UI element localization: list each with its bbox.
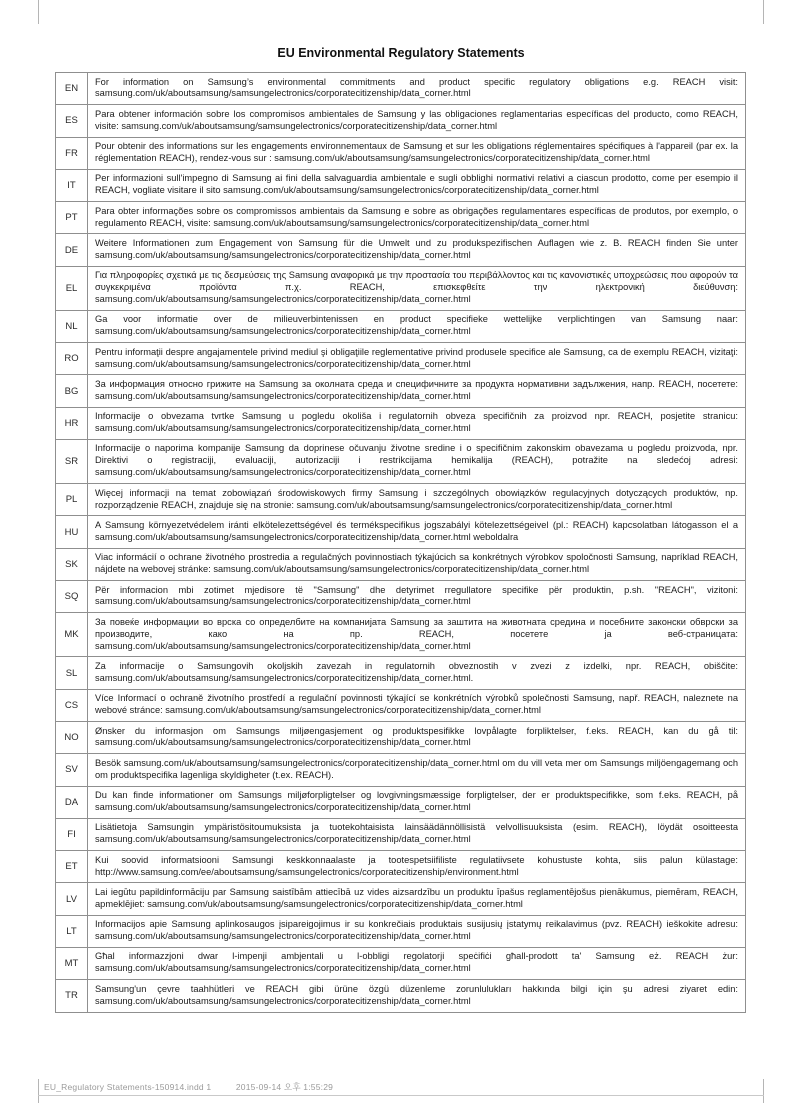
language-code: NL xyxy=(56,310,88,342)
language-code: ES xyxy=(56,105,88,137)
statement-text: A Samsung környezetvédelem iránti elkötelezettségével és termékspecifikus jogszabályi kötelezettségeivel (pl.: REACH) kapcsolatban látogasson el a samsung.com/uk/aboutsamsung/samsungelectronics/corporatecitizenship/data_corner.html weboldalra xyxy=(88,516,746,548)
table-row xyxy=(56,169,746,201)
language-code: EL xyxy=(56,266,88,310)
table-row xyxy=(56,73,746,105)
statement-text: Więcej informacji na temat zobowiązań środowiskowych firmy Samsung i szczególnych obowiązków regulacyjnych dotyczących produktów, np. rozporządzenie REACH, znajduje się na stronie: samsung.com/uk/aboutsamsung/samsungelectronics/corporatecitizenship/data_corner.html xyxy=(88,484,746,516)
language-code: IT xyxy=(56,169,88,201)
table-row xyxy=(56,818,746,850)
language-code: SR xyxy=(56,439,88,483)
language-code: SL xyxy=(56,657,88,689)
table-row xyxy=(56,883,746,915)
statement-text: Du kan finde informationer om Samsungs miljøforpligtelser og lovgivningsmæssige forpligtelser, der er produktspecifikke, som f.eks. REACH, på samsung.com/uk/aboutsamsung/samsungelectronics/corporatecitizenship/data_corner.html xyxy=(88,786,746,818)
crop-mark-top-left xyxy=(38,0,39,24)
statement-text: For information on Samsung’s environmental commitments and product specific regulatory obligations e.g. REACH visit: samsung.com/uk/aboutsamsung/samsungelectronics/corporatecitizenship/data_corner.html xyxy=(88,73,746,105)
statement-text: Para obter informações sobre os compromissos ambientais da Samsung e sobre as obrigações regulamentares específicas de produtos, por exemplo, o regulamento REACH, visite: samsung.com/uk/aboutsamsung/samsungelectronics/corporatecitizenship/data_corner.html xyxy=(88,202,746,234)
language-code: LV xyxy=(56,883,88,915)
statement-text: Për informacion mbi zotimet mjedisore të "Samsung" dhe detyrimet rregullatore specifike për produktin, p.sh. "REACH", vizitoni: samsung.com/uk/aboutsamsung/samsungelectronics/corporatecitizenship/data_corner.html xyxy=(88,581,746,613)
statement-text: Għal informazzjoni dwar l-impenji ambjentali u l-obbligi regolatorji speċifiċi għall-prodott ta' Samsung eż. REACH żur: samsung.com/uk/aboutsamsung/samsungelectronics/corporatecitizenship/data_corner.html xyxy=(88,947,746,979)
table-row xyxy=(56,202,746,234)
statement-text: Informacije o obvezama tvrtke Samsung u pogledu okoliša i regulatornih obveza specifičnih za proizvod npr. REACH, posjetite stranicu: samsung.com/uk/aboutsamsung/samsungelectronics/corporatecitizenship/data_corner.html xyxy=(88,407,746,439)
page-title: EU Environmental Regulatory Statements xyxy=(277,46,525,60)
statement-text: Více Informací o ochraně životního prostředí a regulační povinnosti týkající se konkrétních výrobků společnosti Samsung, např. REACH, naleznete na webové stránce: samsung.com/uk/aboutsamsung/samsungelectronics/corporatecitizenship/data_corner.html xyxy=(88,689,746,721)
statement-text: Informacijos apie Samsung aplinkosaugos įsipareigojimus ir su konkrečiais produktais susijusių įstatymų reikalavimus (pvz. REACH) ieškokite adresu: samsung.com/uk/aboutsamsung/samsungelectronics/corporatecitizenship/data_corner.html xyxy=(88,915,746,947)
table-row xyxy=(56,407,746,439)
language-code: FR xyxy=(56,137,88,169)
language-code: DA xyxy=(56,786,88,818)
statement-text: Samsung'un çevre taahhütleri ve REACH gibi ürüne özgü düzenleme zorunlulukları hakkında bilgi için şu adresi ziyaret edin: samsung.com/uk/aboutsamsung/samsungelectronics/corporatecitizenship/data_corner.html xyxy=(88,980,746,1012)
table-row xyxy=(56,581,746,613)
statement-text: За информация относно грижите на Samsung за околната среда и специфичните за продукта нормативни задължения, напр. REACH, посетете: samsung.com/uk/aboutsamsung/samsungelectronics/corporatecitizenship/data_corner.html xyxy=(88,375,746,407)
language-code: DE xyxy=(56,234,88,266)
statement-text: Pentru informaţii despre angajamentele privind mediul şi obligaţiile reglementative privind produsele specifice ale Samsung, ca de exemplu REACH, vizitaţi: samsung.com/uk/aboutsamsung/samsungelectronics/corporatecitizenship/data_corner.html xyxy=(88,343,746,375)
statement-text: Informacije o naporima kompanije Samsung da doprinese očuvanju životne sredine i o specifičnim zakonskim obavezama u pogledu proizvoda, npr. Direktivi o registraciji, evaluaciji, autorizaciji i restrikcijama hemikalija (REACH), potražite na sledećoj adresi: samsung.com/uk/aboutsamsung/samsungelectronics/corporatecitizenship/data_corner.html xyxy=(88,439,746,483)
crop-mark-top-right xyxy=(763,0,764,24)
table-row xyxy=(56,310,746,342)
statement-text: Ønsker du informasjon om Samsungs miljøengasjement og produktspesifikke lovpålagte forpliktelser, f.eks. REACH, kan du gå til: samsung.com/uk/aboutsamsung/samsungelectronics/corporatecitizenship/data_corner.html xyxy=(88,722,746,754)
language-code: TR xyxy=(56,980,88,1012)
table-row xyxy=(56,266,746,310)
table-row xyxy=(56,754,746,786)
table-row xyxy=(56,234,746,266)
language-code: MT xyxy=(56,947,88,979)
statement-text: Para obtener información sobre los compromisos ambientales de Samsung y las obligaciones reglamentarias específicas del producto, como REACH, visite: samsung.com/uk/aboutsamsung/samsungelectronics/corporatecitizenship/data_corner.html xyxy=(88,105,746,137)
language-code: LT xyxy=(56,915,88,947)
language-code: PL xyxy=(56,484,88,516)
statement-text: Viac informácií o ochrane životného prostredia a regulačných povinnostiach týkajúcich sa konkrétnych výrobkov spoločnosti Samsung, napríklad REACH, nájdete na webovej stránke: samsung.com/uk/aboutsamsung/samsungelectronics/corporatecitizenship/data_corner.html xyxy=(88,548,746,580)
statement-text: Lai iegūtu papildinformāciju par Samsung saistībām attiecībā uz vides aizsardzību un produktu īpašus reglamentējošus pienākumus, piemēram, REACH, apmeklējiet: samsung.com/uk/aboutsamsung/samsungelectronics/corporatecitizenship/data_corner.html xyxy=(88,883,746,915)
table-row xyxy=(56,343,746,375)
table-row xyxy=(56,915,746,947)
footer-timestamp: 2015-09-14 오후 1:55:29 xyxy=(235,1082,334,1092)
language-code: CS xyxy=(56,689,88,721)
table-row xyxy=(56,786,746,818)
table-row xyxy=(56,851,746,883)
table-row xyxy=(56,516,746,548)
table-row xyxy=(56,484,746,516)
statement-text: Besök samsung.com/uk/aboutsamsung/samsungelectronics/corporatecitizenship/data_corner.html om du vill veta mer om Samsungs miljöengagemang och om produktspecifika lagenliga skyldigheter (t.ex. REACH). xyxy=(88,754,746,786)
language-code: SV xyxy=(56,754,88,786)
crop-mark-bottom-left xyxy=(38,1079,39,1103)
table-row xyxy=(56,137,746,169)
language-code: RO xyxy=(56,343,88,375)
table-row xyxy=(56,980,746,1012)
footer xyxy=(44,1081,333,1093)
statement-text: Per informazioni sull'impegno di Samsung ai fini della salvaguardia ambientale e sugli obblighi normativi relativi a ciascun prodotto, come per esempio il REACH, vogliate visitare il sito samsung.com/uk/aboutsamsung/samsungelectronics/corporatecitizenship/data_corner.html xyxy=(88,169,746,201)
crop-mark-bottom-right xyxy=(763,1079,764,1103)
statements-table-body xyxy=(56,73,746,1013)
table-row xyxy=(56,613,746,657)
language-code: BG xyxy=(56,375,88,407)
language-code: HU xyxy=(56,516,88,548)
table-row xyxy=(56,375,746,407)
statements-table xyxy=(55,72,746,1013)
statement-text: Ga voor informatie over de milieuverbintenissen en product specifieke wettelijke verplichtingen van Samsung naar: samsung.com/uk/aboutsamsung/samsungelectronics/corporatecitizenship/data_corner.html xyxy=(88,310,746,342)
statement-text: Για πληροφορίες σχετικά με τις δεσμεύσεις της Samsung αναφορικά με την προστασία του περιβάλλοντος και τις κανονιστικές υποχρεώσεις που αφορούν τα συγκεκριμένα προϊόντα π.χ. REACH, επισκεφθείτε την ηλεκτρονική διεύθυνση: samsung.com/uk/aboutsamsung/samsungelectronics/corporatecitizenship/data_corner.html xyxy=(88,266,746,310)
table-row xyxy=(56,105,746,137)
statement-text: Weitere Informationen zum Engagement von Samsung für die Umwelt und zu produkspezifischen Auflagen wie z. B. REACH finden Sie unter samsung.com/uk/aboutsamsung/samsungelectronics/corporatecitizenship/data_corner.html xyxy=(88,234,746,266)
footer-filename: EU_Regulatory Statements-150914.indd 1 xyxy=(44,1082,212,1092)
table-row xyxy=(56,548,746,580)
language-code: MK xyxy=(56,613,88,657)
language-code: HR xyxy=(56,407,88,439)
statement-text: Lisätietoja Samsungin ympäristösitoumuksista ja tuotekohtaisista lainsäädännöllisistä velvollisuuksista (esim. REACH), löydät osoitteesta samsung.com/uk/aboutsamsung/samsungelectronics/corporatecitizenship/data_corner.html xyxy=(88,818,746,850)
statement-text: За повеќе информации во врска со определбите на компанијата Samsung за заштита на животната средина и посебните законски обврски за производите, како на пр. REACH, посетете ја веб-страницата: samsung.com/uk/aboutsamsung/samsungelectronics/corporatecitizenship/data_corner.html xyxy=(88,613,746,657)
trim-line-bottom xyxy=(38,1095,764,1096)
language-code: PT xyxy=(56,202,88,234)
table-row xyxy=(56,722,746,754)
language-code: SQ xyxy=(56,581,88,613)
statement-text: Kui soovid informatsiooni Samsungi keskkonnaalaste ja tootespetsiifiliste regulatiivsete kohustuste kohta, siis palun külastage: http://www.samsung.com/ee/aboutsamsung/samsungelectronics/corporatecitizenship/environment.html xyxy=(88,851,746,883)
table-row xyxy=(56,947,746,979)
table-row xyxy=(56,689,746,721)
language-code: NO xyxy=(56,722,88,754)
language-code: SK xyxy=(56,548,88,580)
table-row xyxy=(56,439,746,483)
statement-text: Pour obtenir des informations sur les engagements environnementaux de Samsung et sur les obligations réglementaires spécifiques à l'appareil (par ex. la réglementation REACH), rendez-vous sur : samsung.com/uk/aboutsamsung/samsungelectronics/corporatecitizenship/data_corner.html xyxy=(88,137,746,169)
statement-text: Za informacije o Samsungovih okoljskih zavezah in regulatornih obveznostih v zvezi z izdelki, npr. REACH, obiščite: samsung.com/uk/aboutsamsung/samsungelectronics/corporatecitizenship/data_corner.html. xyxy=(88,657,746,689)
language-code: FI xyxy=(56,818,88,850)
table-row xyxy=(56,657,746,689)
language-code: EN xyxy=(56,73,88,105)
language-code: ET xyxy=(56,851,88,883)
